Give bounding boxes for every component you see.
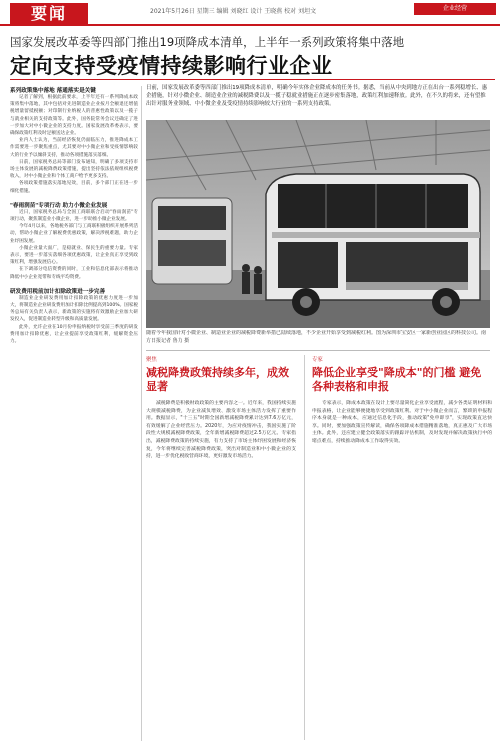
paragraph: 今年4月以来，各地税务部门与工商联积极组织开展系列活动，帮助小微企业了解税费优惠政策，解决涉税难题，助力企业纾困发展。 [10,224,138,244]
paragraph: 业内人士认为，当前经济恢复仍面临压力，推进降成本工作需要进一步聚焦重点，尤其要对中小微企业和受疫情影响较大的行业予以倾斜支持，推动各项措施落实落细。 [10,138,138,158]
column-divider [141,86,142,741]
main-headline: 定向支持受疫情持续影响行业企业 [10,54,333,78]
section-tab: 要闻 [10,3,88,24]
left-column-article [10,86,138,741]
article-body: 减税降费是积极财政政策的主要内容之一。近年来，我国持续实施大规模减税降费，为企业减负增效、激发市场主体活力发挥了重要作用。数据显示，"十三五"时期全国新增减税降费累计达到7.6万亿元，有效缓解了企业经营压力。2020年，为应对疫情冲击，我国实施了阶段性大规模减税降费政策，全年新增减税降费超过2.5万亿元。专家指出，减税降费政策的持续实施，有力支持了市场主体纾困发展和经济恢复，今年将继续完善减税降费政策，突出对制造业和中小微企业的支持，进一步优化税收营商环境，更好激发市场活力。 [146,401,296,460]
article-expert [312,355,492,720]
lede-paragraph: 日前，国家发展改革委等四部门推出19项降成本清单，明确今年实体企业降成本的任务书。据悉，当前从中央到地方正在出台一系列稳增长、惠企措施，针对小微企业、制造业企业的减税降费以及一揽子稳就业措施正在逐步密集落地，政策红利加速释放。此外，在不久的将来，还有望推出针对服务业领域、中小微企业及受疫情持续影响较大行业的一系列支持政策。 [146,85,488,107]
paragraph: 近日，国家税务总局与全国工商联联合启动"春雨润苗"专项行动，聚焦制造业小微企业，进一步助推小微企业发展。 [10,209,138,223]
page-number: A03 [470,3,492,14]
article-tag: 聚焦 [146,357,157,363]
article-body: 专家表示，降成本政策在设计上要尽量简化企业享受流程，减少各类证明材料和申报表格，让企业能够便捷地享受到政策红利。对于中小微企业而言，繁琐的申报程序本身就是一种成本，应通过信息化手段，推动政策"免申即享"，实现政策直达快享。同时，要加强政策宣传解读，确保各项降成本措施精准落地，真正惠及广大市场主体。此外，还应建立健全政策落实的跟踪评估机制，及时发现并解决政策执行中的堵点难点，持续推动降成本工作取得实效。 [312,401,492,444]
subheading: "春雨润苗"专项行动 助力小微企业发展 [10,202,108,209]
kicker-headline: 国家发展改革委等四部门推出19项降成本清单，上半年一系列政策将集中落地 [10,35,405,49]
header-rule [0,24,500,26]
paragraph: 各项政策措施落实落地见效，目前，多个部门正在进一步细化措施。 [10,181,138,194]
paragraph: 在下调部分电信资费的同时，工业和信息化部表示将推动降低中小企业宽带和专线平均资费。 [10,267,138,280]
paragraph: 此外，允许企业在10月份申报纳税时享受前三季度的研发费用加计扣除优惠，让企业提前享受政策红利，缓解资金压力。 [10,324,138,345]
subheading: 系列政策集中落地 落通落实是关键 [10,88,96,94]
paragraph: 小微企业量大面广，是稳就业、保民生的重要力量。专家表示，要进一步落实落细各项优惠政策，让企业真正享受到政策红利，增强发展信心。 [10,245,138,266]
article-title: 减税降费政策持续多年，成效显著 [146,366,289,393]
article-taxcut [146,355,296,740]
paragraph: 制造业企业研发费用加计扣除政策的优惠力度进一步加大，将制造业企业研发费用加计扣除比例提高到100%。国家税务总局有关负责人表示，新政策的实施将有效激励企业加大研发投入，促进制造业转型升级和高质量发展。 [10,295,138,323]
news-photo-bus [146,120,490,328]
double-decker-bus-image [146,120,490,328]
section-rule [146,350,490,351]
photo-caption: 随着今年我国针对小微企业、制造业企业的减税降费新举措已陆续落地，不少企业开始享受到减税红利。图为深圳市宝安区一家新创业园区的科技公司。南方日报记者 鲁力 摄 [146,330,487,344]
paragraph: 记者了解到，根据此前要求，上半年还有一系列降成本政策将集中落地，其中包括对先进制造业企业按月全额退还增值税增量留抵税额；对印制行业纳税人的普惠性政策以及一揽子与就业相关的支持政策等。此外，国务院常务会议还确定了进一步加大对中小微企业的支持力度。国家发展改革委表示，要确保政策红利及时足额送达企业。 [10,95,138,137]
edition-badge: 企业经营 [414,3,496,15]
date-line: 2021年5月26日 星期三 编辑 刘晓红 设计 王晓燕 校对 刘坦文 [150,8,317,15]
column-divider [304,355,305,740]
article-tag: 专家 [312,357,323,363]
article-title: 降低企业享受"降成本"的门槛 避免各种表格和申报 [312,366,482,393]
subheading: 研发费用税前加计扣除政策进一步完善 [10,288,106,295]
paragraph: 日前，国家税务总局等部门发布通知，明确了多项支持市场主体发展的减税降费政策措施，提出坚持依法依规组织税费收入，对中小微企业和个体工商户给予更多支持。 [10,159,138,180]
headline-rule [10,79,495,80]
